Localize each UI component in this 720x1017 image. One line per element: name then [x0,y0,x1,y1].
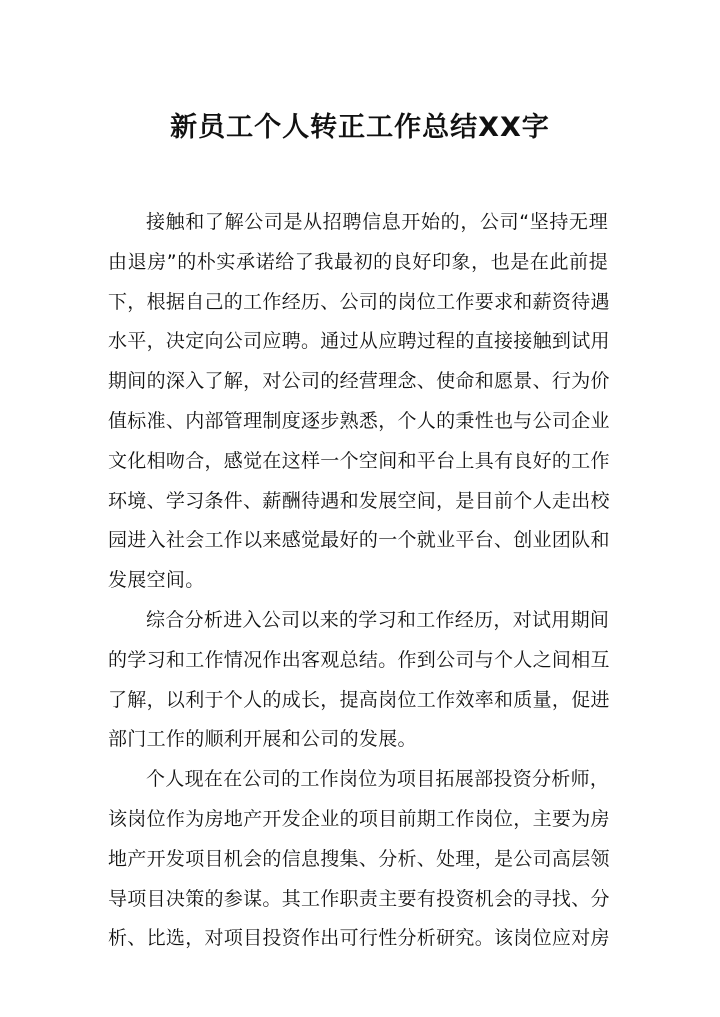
paragraph [108,601,608,760]
paragraph [108,760,608,959]
text-line: 园进入社会工作以来感觉最好的一个就业平台、创业团队和 [108,529,610,552]
paragraph [108,203,608,601]
text-line: 环境、学习条件、薪酬待遇和发展空间，是目前个人走出校 [108,489,610,512]
document-title: 新员工个人转正工作总结XX字 [170,112,550,143]
text-line: 值标准、内部管理制度逐步熟悉，个人的秉性也与公司企业 [108,409,610,432]
text-line: 的学习和工作情况作出客观总结。作到公司与个人之间相互 [108,648,610,671]
document-body [108,203,608,959]
text-line: 个人现在在公司的工作岗位为项目拓展部投资分析师， [146,768,610,791]
text-line: 了解，以利于个人的成长，提高岗位工作效率和质量，促进 [108,688,610,711]
text-line: 综合分析进入公司以来的学习和工作经历，对试用期间 [146,608,610,631]
text-line: 该岗位作为房地产开发企业的项目前期工作岗位，主要为房 [108,807,610,830]
text-line: 期间的深入了解，对公司的经营理念、使命和愿景、行为价 [108,370,610,393]
text-line: 水平，决定向公司应聘。通过从应聘过程的直接接触到试用 [108,330,610,353]
text-line: 下，根据自己的工作经历、公司的岗位工作要求和薪资待遇 [108,290,610,313]
text-line: 地产开发项目机会的信息搜集、分析、处理，是公司高层领 [108,847,610,870]
text-line: 文化相吻合，感觉在这样一个空间和平台上具有良好的工作 [108,449,610,472]
text-line: 发展空间。 [108,569,205,592]
text-line: 析、比选，对项目投资作出可行性分析研究。该岗位应对房 [108,927,610,950]
text-line: 部门工作的顺利开展和公司的发展。 [108,728,417,751]
text-line: 接触和了解公司是从招聘信息开始的，公司“坚持无理 [146,211,608,233]
text-line: 导项目决策的参谋。其工作职责主要有投资机会的寻找、分 [108,887,610,910]
text-line: 由退房”的朴实承诺给了我最初的良好印象，也是在此前提 [108,250,608,273]
